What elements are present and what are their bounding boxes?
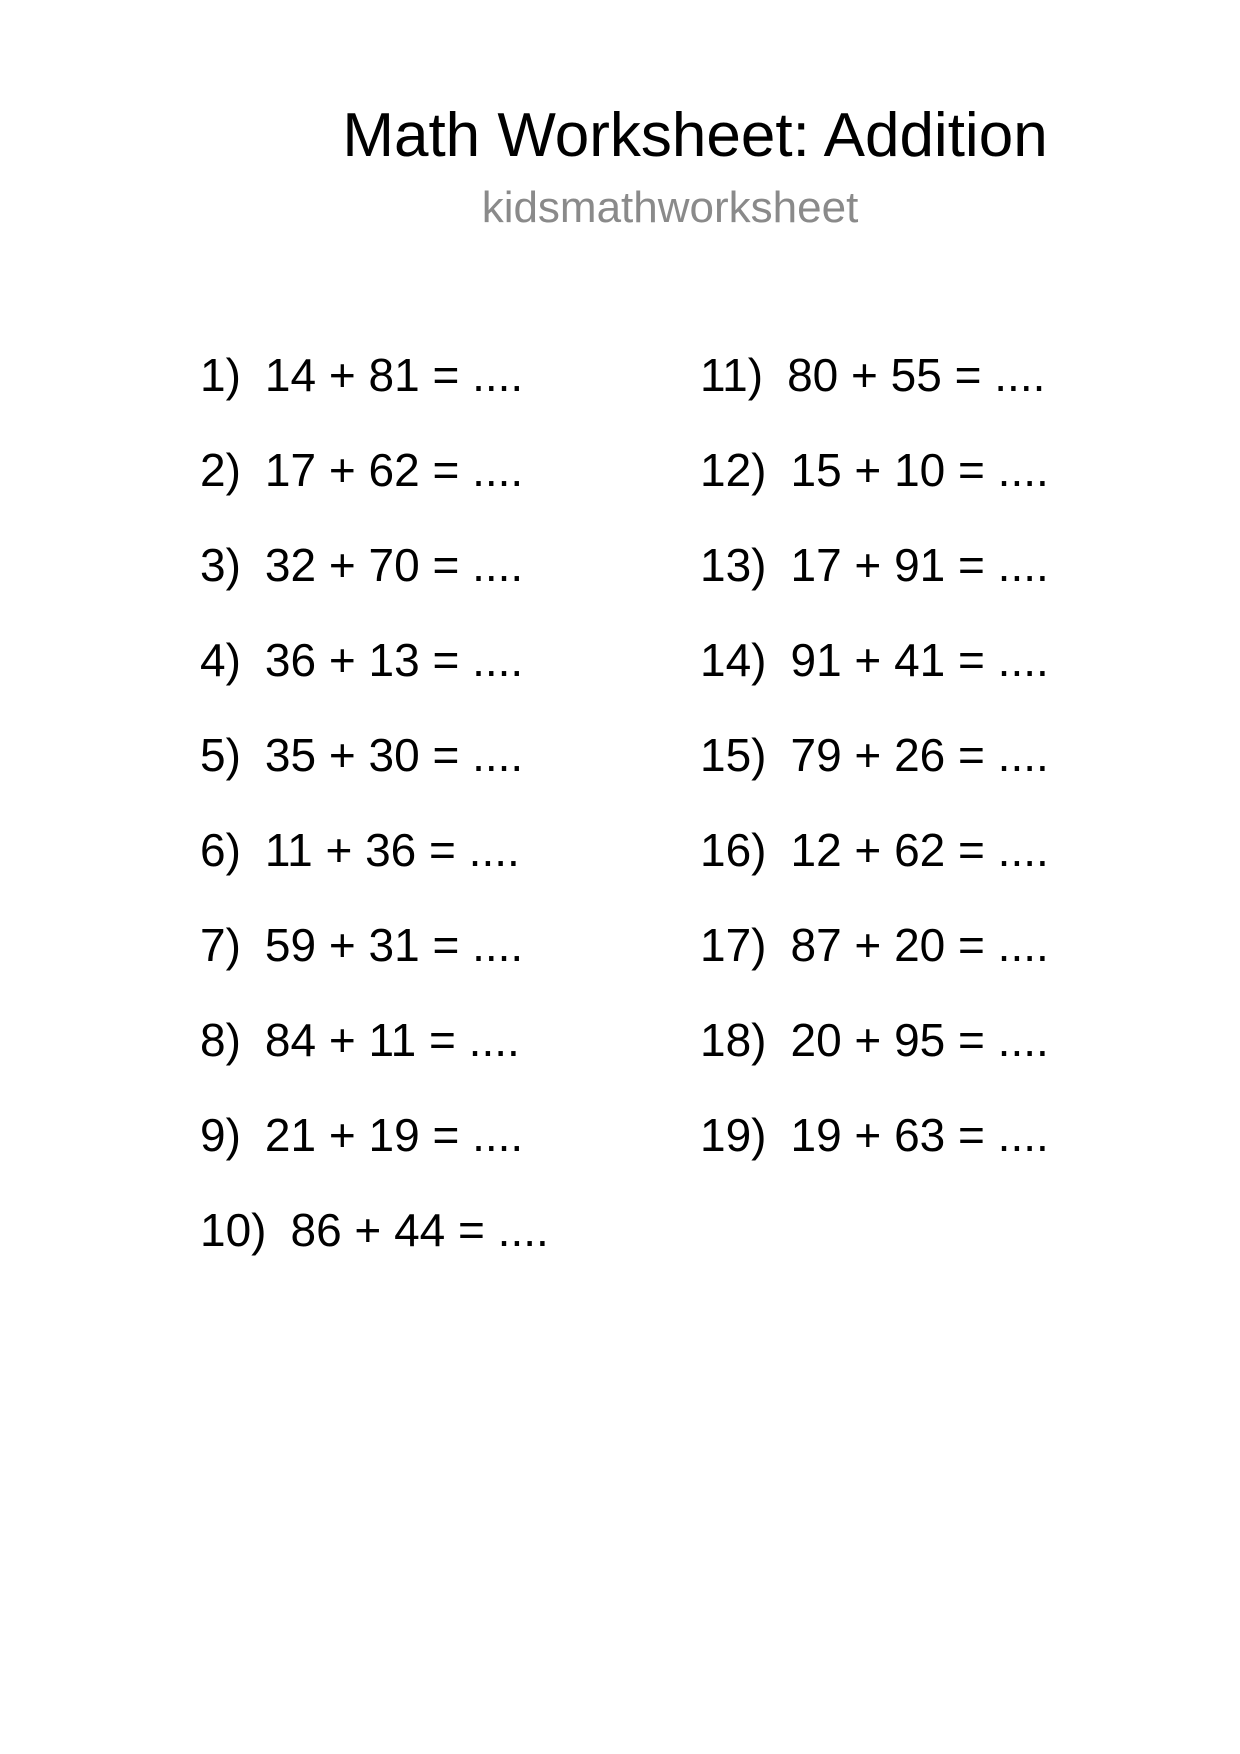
problem-number: 3)	[200, 539, 241, 591]
problem-number: 15)	[700, 729, 767, 781]
problem-expression: 17 + 62 = ....	[264, 444, 524, 496]
problem-number: 16)	[700, 824, 767, 876]
problem-number: 7)	[200, 919, 241, 971]
problem-19	[700, 1105, 1049, 1165]
problem-16	[700, 820, 1049, 880]
problem-1	[200, 345, 523, 405]
problem-number: 18)	[700, 1014, 767, 1066]
problem-expression: 20 + 95 = ....	[790, 1014, 1049, 1066]
problem-8	[200, 1010, 520, 1070]
worksheet-subtitle: kidsmathworksheet	[481, 183, 859, 232]
problem-number: 1)	[200, 349, 241, 401]
problem-expression: 15 + 10 = ....	[790, 444, 1049, 496]
problem-4	[200, 630, 523, 690]
problem-expression: 87 + 20 = ....	[790, 919, 1049, 971]
problem-18	[700, 1010, 1049, 1070]
problem-6	[200, 820, 520, 880]
problem-11	[700, 345, 1045, 405]
problem-expression: 11 + 36 = ....	[264, 824, 520, 876]
problem-15	[700, 725, 1049, 785]
problem-expression: 17 + 91 = ....	[790, 539, 1049, 591]
problem-12	[700, 440, 1049, 500]
problem-13	[700, 535, 1049, 595]
problem-expression: 86 + 44 = ....	[290, 1204, 549, 1256]
problem-14	[700, 630, 1049, 690]
problem-number: 8)	[200, 1014, 241, 1066]
problem-7	[200, 915, 523, 975]
problem-5	[200, 725, 523, 785]
problem-2	[200, 440, 523, 500]
problem-expression: 19 + 63 = ....	[790, 1109, 1049, 1161]
problem-number: 5)	[200, 729, 241, 781]
problem-number: 19)	[700, 1109, 767, 1161]
problem-number: 10)	[200, 1204, 267, 1256]
problem-expression: 32 + 70 = ....	[264, 539, 524, 591]
problem-expression: 14 + 81 = ....	[264, 349, 524, 401]
problem-expression: 91 + 41 = ....	[790, 634, 1049, 686]
worksheet-title: Math Worksheet: Addition	[342, 101, 1048, 170]
problem-number: 2)	[200, 444, 241, 496]
problem-expression: 84 + 11 = ....	[264, 1014, 520, 1066]
problem-3	[200, 535, 523, 595]
problem-expression: 79 + 26 = ....	[790, 729, 1049, 781]
problem-number: 13)	[700, 539, 767, 591]
problem-number: 6)	[200, 824, 241, 876]
problem-number: 17)	[700, 919, 767, 971]
problem-expression: 35 + 30 = ....	[264, 729, 524, 781]
problem-expression: 12 + 62 = ....	[790, 824, 1049, 876]
problem-9	[200, 1105, 523, 1165]
problem-expression: 59 + 31 = ....	[264, 919, 524, 971]
problem-number: 12)	[700, 444, 767, 496]
problem-number: 4)	[200, 634, 241, 686]
problem-number: 14)	[700, 634, 767, 686]
problem-number: 9)	[200, 1109, 241, 1161]
problem-10	[200, 1200, 549, 1260]
problem-number: 11)	[700, 349, 764, 401]
problem-expression: 36 + 13 = ....	[264, 634, 524, 686]
problem-17	[700, 915, 1049, 975]
problem-expression: 80 + 55 = ....	[787, 349, 1046, 401]
problem-expression: 21 + 19 = ....	[264, 1109, 524, 1161]
